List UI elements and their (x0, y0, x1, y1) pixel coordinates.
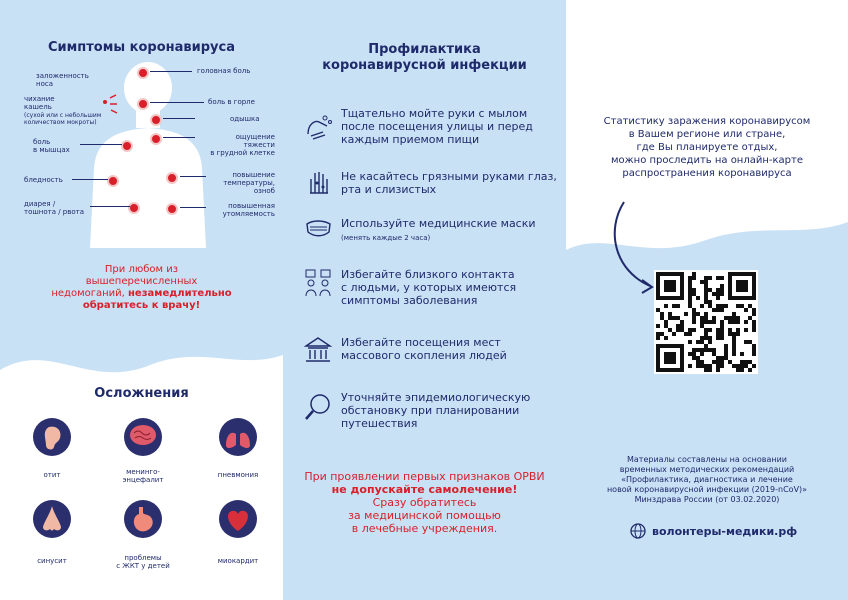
label-throat: боль в горле (208, 98, 255, 106)
label-chest: ощущение тяжести в грудной клетке (210, 133, 275, 157)
tip-contact: Избегайте близкого контакта с людьми, у которых имеются симптомы заболевания (341, 268, 517, 307)
dot-fever (166, 172, 178, 184)
dot-pale (107, 175, 119, 187)
label-diarrhea: диарея / тошнота / рвота (24, 200, 85, 216)
building-icon (303, 334, 333, 364)
human-body-icon (80, 58, 220, 248)
dot-chest (150, 133, 162, 145)
label-sneeze: чихание (24, 95, 55, 103)
magnifier-icon (303, 392, 333, 422)
complications-title: Осложнения (94, 386, 189, 401)
dot-fatigue (166, 203, 178, 215)
label-pneumonia: пневмония (217, 471, 259, 479)
dot-diarrhea (128, 202, 140, 214)
symptoms-warning: При любом из вышеперечисленных недомоганий, незамедлительно обратитесь к врачу! (51, 264, 232, 311)
tip-mask: Используйте медицинские маски (менять каждые 2 часа) (341, 217, 536, 242)
prevention-panel (283, 0, 566, 600)
tip-travel: Уточняйте эпидемиологическую обстановку при планировании путешествия (341, 391, 531, 430)
dot-throat (137, 98, 149, 110)
globe-icon (630, 523, 646, 539)
label-nose: заложенность носа (36, 72, 89, 88)
label-gi: проблемы с ЖКТ у детей (116, 554, 170, 570)
materials-text: Материалы составлены на основании временных методических рекомендаций «Профилактика, диагностика и лечение новой коронавирусной инфекции (2019-nCoV)» Минздрава России (от 03.02.2020) (606, 455, 808, 504)
label-headache: головная боль (197, 67, 251, 75)
tip-no-touch: Не касайтесь грязными руками глаз, рта и слизистых (341, 170, 557, 196)
symptoms-panel (0, 0, 283, 600)
label-cough-note: (сухой или с небольшим количеством мокроты) (24, 112, 102, 126)
label-breath: одышка (230, 115, 260, 123)
stomach-icon (124, 500, 162, 538)
stats-text: Статистику заражения коронавирусом в Вашем регионе или стране, где Вы планируете отдых, можно проследить на онлайн-карте распространения коронавируса (603, 116, 811, 179)
label-fever: повышение температуры, озноб (223, 171, 275, 195)
dirty-hand-icon (303, 165, 333, 195)
label-pale: бледность (24, 176, 63, 184)
label-muscles: боль в мышцах (33, 138, 70, 154)
label-otitis: отит (43, 471, 61, 479)
dot-breath (150, 114, 162, 126)
dot-nose (137, 67, 149, 79)
tip-crowds: Избегайте посещения мест массового скопления людей (341, 336, 507, 362)
label-fatigue: повышенная утомляемость (222, 202, 275, 218)
tip-handwash: Тщательно мойте руки с мылом после посещения улицы и перед каждым приемом пищи (341, 107, 533, 146)
dot-sneeze (103, 100, 107, 104)
site-link[interactable]: волонтеры-медики.рф (630, 523, 797, 539)
brain-icon (124, 418, 162, 456)
nose-icon (33, 500, 71, 538)
heart-icon (219, 500, 257, 538)
prevention-warning: При проявлении первых признаков ОРВИ не допускайте самолечение! Сразу обратитесь за медицинской помощью в лечебные учреждения. (304, 470, 545, 535)
label-myocarditis: миокардит (217, 557, 259, 565)
handwash-icon (303, 112, 333, 142)
info-panel (566, 0, 848, 600)
qr-code[interactable] (654, 270, 758, 374)
label-cough: кашель (24, 103, 52, 111)
dot-muscle (121, 140, 133, 152)
ear-icon (33, 418, 71, 456)
prevention-title: Профилактика коронавирусной инфекции (322, 42, 527, 73)
lungs-icon (219, 418, 257, 456)
label-meningo: менинго- энцефалит (122, 468, 164, 484)
people-icon (303, 268, 333, 298)
symptoms-title: Симптомы коронавируса (48, 40, 235, 55)
mask-icon (303, 212, 333, 242)
label-sinusitis: синусит (37, 557, 67, 565)
